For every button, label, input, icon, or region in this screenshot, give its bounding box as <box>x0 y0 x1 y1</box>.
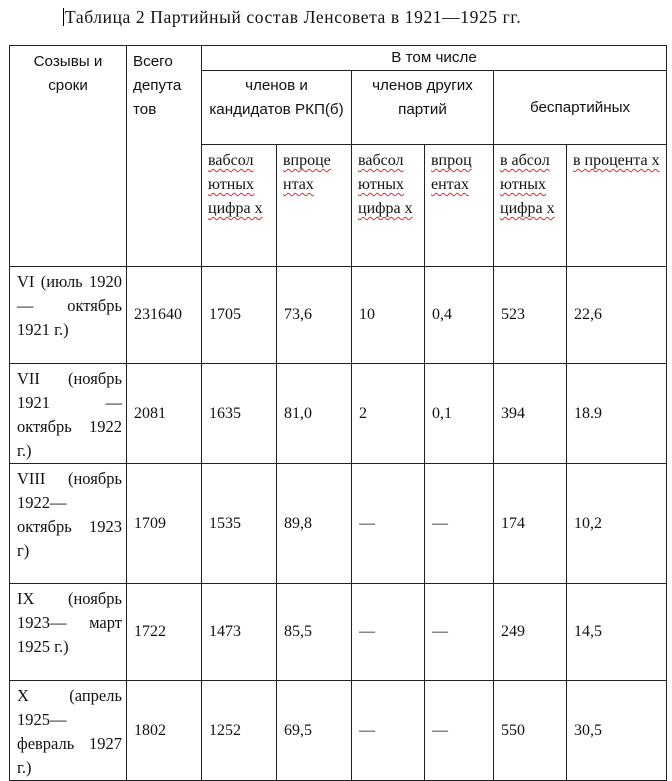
table-row <box>10 584 667 681</box>
cell-period: IX (ноябрь 1923— март 1925 г.) <box>10 584 127 681</box>
header-nonparty-percent: в процента х <box>567 145 667 267</box>
table-row <box>10 464 667 584</box>
cell-nonparty-abs: 550 <box>494 681 567 781</box>
header-other-percent: впроц ентах <box>425 145 494 267</box>
cell-period: X (апрель 1925— февраль 1927 г.) <box>10 681 127 781</box>
cell-other-pct: 0,4 <box>425 267 494 364</box>
cell-nonparty-pct: 22,6 <box>567 267 667 364</box>
cell-other-pct: — <box>425 584 494 681</box>
header-group-nonparty: беспартийных <box>494 71 667 145</box>
cell-total: 1709 <box>127 464 202 584</box>
cell-nonparty-abs: 394 <box>494 364 567 464</box>
cell-rkp-abs: 1535 <box>202 464 277 584</box>
cell-other-pct: 0,1 <box>425 364 494 464</box>
cell-other-abs: — <box>352 464 425 584</box>
cell-rkp-pct: 89,8 <box>277 464 352 584</box>
cell-nonparty-abs: 174 <box>494 464 567 584</box>
cell-nonparty-abs: 523 <box>494 267 567 364</box>
cell-rkp-abs: 1473 <box>202 584 277 681</box>
cell-other-pct: — <box>425 464 494 584</box>
cell-rkp-pct: 81,0 <box>277 364 352 464</box>
cell-period: VIII (ноябрь 1922— октябрь 1923 г) <box>10 464 127 584</box>
cell-rkp-pct: 85,5 <box>277 584 352 681</box>
cell-other-abs: 2 <box>352 364 425 464</box>
cell-rkp-abs: 1635 <box>202 364 277 464</box>
cell-nonparty-pct: 14,5 <box>567 584 667 681</box>
cell-period: VII (ноябрь 1921 — октябрь 1922 г.) <box>10 364 127 464</box>
cell-total: 1802 <box>127 681 202 781</box>
table-row <box>10 267 667 364</box>
cell-total: 1722 <box>127 584 202 681</box>
header-other-absolute: вабсол ютных цифра х <box>352 145 425 267</box>
header-total-deputies: Всего депута тов <box>127 46 202 267</box>
header-group-rkp: членов и кандидатов РКП(б) <box>202 71 352 145</box>
cell-total: 231640 <box>127 267 202 364</box>
cell-other-pct: — <box>425 681 494 781</box>
text-cursor <box>63 8 64 26</box>
header-convocations: Созывы и сроки <box>10 46 127 267</box>
header-rkp-percent: впроце нтах <box>277 145 352 267</box>
cell-rkp-pct: 73,6 <box>277 267 352 364</box>
cell-rkp-pct: 69,5 <box>277 681 352 781</box>
cell-other-abs: — <box>352 681 425 781</box>
cell-nonparty-pct: 10,2 <box>567 464 667 584</box>
caption-text: Таблица 2 Партийный состав Ленсовета в 1921—1925 гг. <box>65 7 522 27</box>
cell-period: VI (июль 1920— октябрь 1921 г.) <box>10 267 127 364</box>
cell-nonparty-pct: 30,5 <box>567 681 667 781</box>
cell-nonparty-abs: 249 <box>494 584 567 681</box>
header-nonparty-absolute: в абсол ютных цифра х <box>494 145 567 267</box>
cell-total: 2081 <box>127 364 202 464</box>
header-group-other-parties: членов других партий <box>352 71 494 145</box>
cell-rkp-abs: 1252 <box>202 681 277 781</box>
table-row <box>10 681 667 781</box>
party-composition-table <box>9 45 667 781</box>
cell-rkp-abs: 1705 <box>202 267 277 364</box>
cell-other-abs: 10 <box>352 267 425 364</box>
table-row <box>10 364 667 464</box>
header-including: В том числе <box>202 46 667 71</box>
header-rkp-absolute: вабсол ютных цифра х <box>202 145 277 267</box>
cell-nonparty-pct: 18.9 <box>567 364 667 464</box>
cell-other-abs: — <box>352 584 425 681</box>
table-caption <box>63 6 521 28</box>
